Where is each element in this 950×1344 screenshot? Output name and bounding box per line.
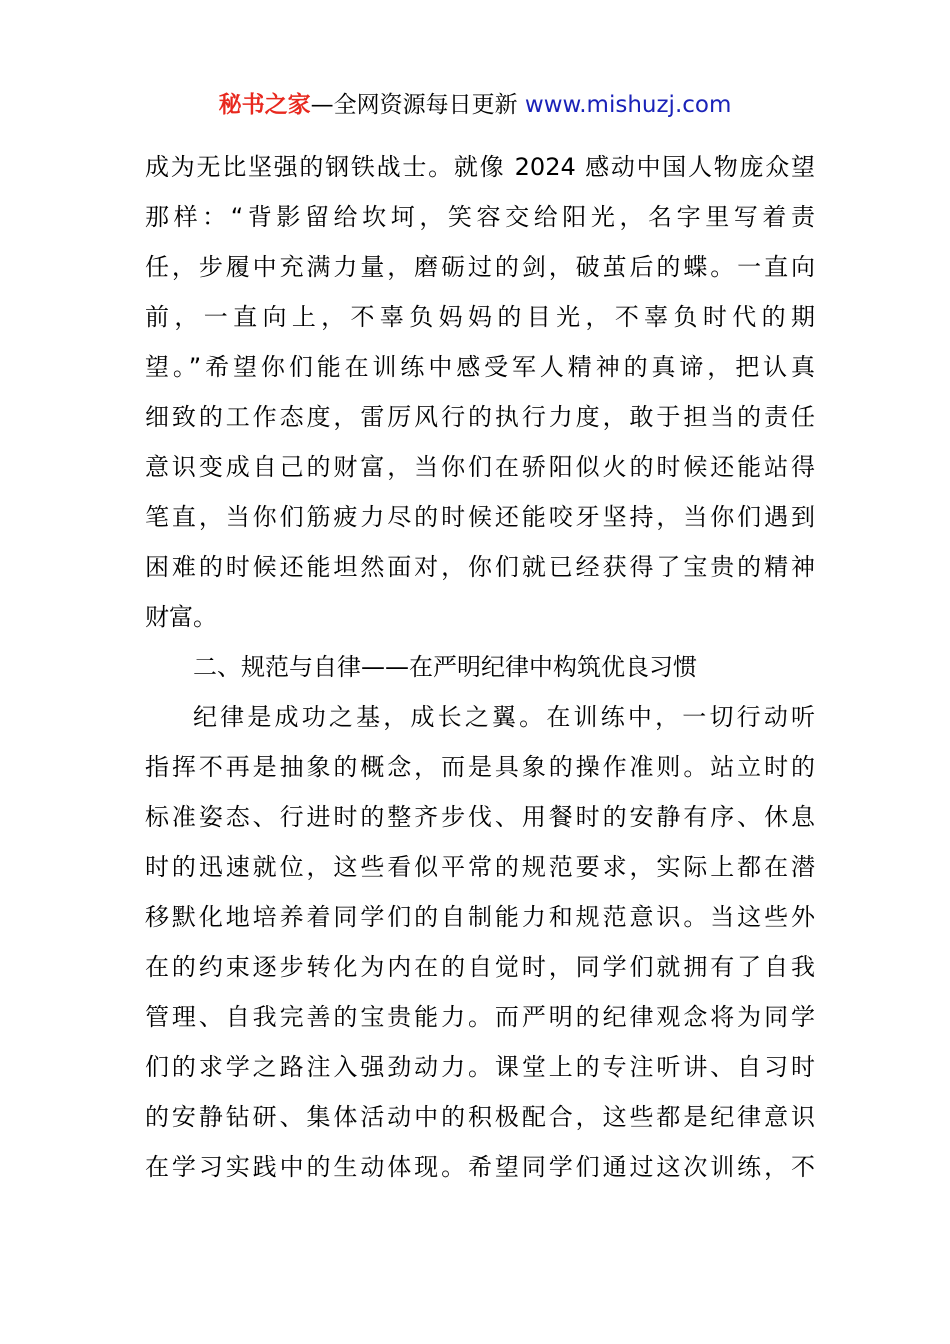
text-line: 困难的时候还能坦然面对，你们就已经获得了宝贵的精神 bbox=[145, 553, 815, 581]
text-line: 的安静钻研、集体活动中的积极配合，这些都是纪律意识 bbox=[145, 1103, 815, 1131]
header-tagline: —全网资源每日更新 bbox=[310, 92, 525, 118]
text-line: 那样：“背影留给坎坷，笑容交给阳光，名字里写着责 bbox=[145, 203, 815, 231]
text-line: 二、规范与自律——在严明纪律中构筑优良习惯 bbox=[193, 653, 697, 681]
text-line: 望。”希望你们能在训练中感受军人精神的真谛，把认真 bbox=[145, 353, 815, 381]
text-line: 标准姿态、行进时的整齐步伐、用餐时的安静有序、休息 bbox=[145, 803, 815, 831]
text-line: 在的约束逐步转化为内在的自觉时，同学们就拥有了自我 bbox=[145, 953, 815, 981]
text-line: 笔直，当你们筋疲力尽的时候还能咬牙坚持，当你们遇到 bbox=[145, 503, 815, 531]
document-body bbox=[145, 142, 815, 1192]
text-line: 财富。 bbox=[145, 603, 217, 631]
brand-name: 秘书之家 bbox=[218, 92, 311, 118]
text-line: 成为无比坚强的钢铁战士。就像 2024 感动中国人物庞众望 bbox=[145, 153, 815, 181]
text-line: 纪律是成功之基，成长之翼。在训练中，一切行动听 bbox=[193, 703, 815, 731]
text-line: 时的迅速就位，这些看似平常的规范要求，实际上都在潜 bbox=[145, 853, 815, 881]
page-header bbox=[0, 88, 950, 122]
text-line: 移默化地培养着同学们的自制能力和规范意识。当这些外 bbox=[145, 903, 815, 931]
text-line: 在学习实践中的生动体现。希望同学们通过这次训练，不 bbox=[145, 1153, 815, 1181]
text-line: 管理、自我完善的宝贵能力。而严明的纪律观念将为同学 bbox=[145, 1003, 815, 1031]
text-line: 任，步履中充满力量，磨砺过的剑，破茧后的蝶。一直向 bbox=[145, 253, 815, 281]
text-line: 们的求学之路注入强劲动力。课堂上的专注听讲、自习时 bbox=[145, 1053, 815, 1081]
website-url[interactable]: www.mishuzj.com bbox=[524, 92, 732, 118]
text-line: 意识变成自己的财富，当你们在骄阳似火的时候还能站得 bbox=[145, 453, 815, 481]
text-line: 前，一直向上，不辜负妈妈的目光，不辜负时代的期 bbox=[145, 303, 815, 331]
text-line: 细致的工作态度，雷厉风行的执行力度，敢于担当的责任 bbox=[145, 403, 815, 431]
text-line: 指挥不再是抽象的概念，而是具象的操作准则。站立时的 bbox=[145, 753, 815, 781]
